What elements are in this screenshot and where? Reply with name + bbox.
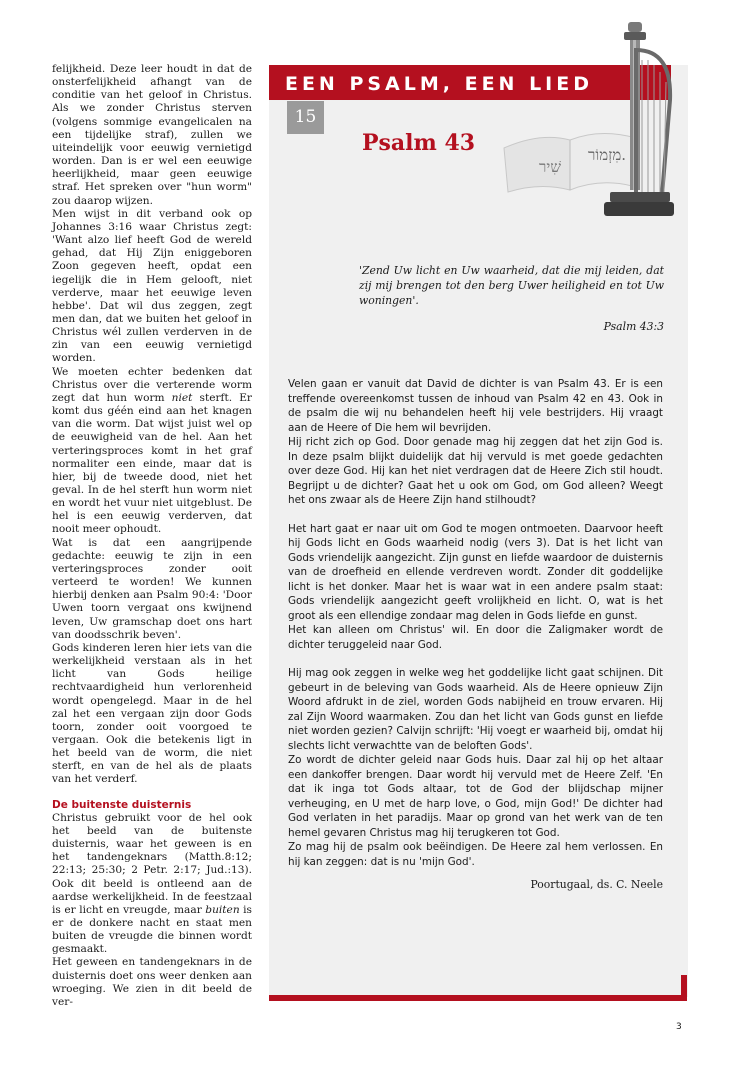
left-paragraph-6-maar: maar: [174, 903, 206, 916]
episode-number-badge: 15: [287, 101, 324, 134]
body-paragraph-2: Hij richt zich op God. Door genade mag hij zeggen dat het zijn God is. In deze psalm blijkt duidelijk dat hij vervuld is met goede gedachten over deze God. Hij kan het niet verdragen dat de Heere Zich stil houdt. Begrijpt u de dichter? Gaat het u ook om God, om God alleen? Weegt het ons zwaar als de Heere Zijn hand stilhoudt?: [288, 436, 663, 506]
corner-accent-horizontal: [269, 995, 687, 1001]
left-paragraph-3: [52, 366, 252, 537]
scripture-quote: [359, 263, 664, 308]
left-paragraph-3-start: We moeten echter bedenken dat Christus over die verterende worm zegt dat hun worm: [52, 365, 252, 404]
left-subheading: De buitenste duisternis: [52, 798, 192, 811]
psalm-title: Psalm 43: [362, 130, 476, 156]
quote-reference: Psalm 43:3: [603, 320, 664, 333]
banner-title: EEN PSALM, EEN LIED: [284, 73, 594, 95]
left-paragraph-6-start: Christus gebruikt voor de hel ook het beeld van de buitenste duisternis, waar het geween is en het tandengeknars (Matth.8:12; 22:13; 25:30; 2 Petr. 2:17; Jud.:13). Ook dit beeld is ontleend aan de aardse werkelijkheid. In de feestzaal is er licht en vreugde,: [52, 811, 252, 916]
left-paragraph-3-end: sterft. Er komt dus géén eind aan het knagen van die worm. Dat wijst juist wel op de eeuwigheid van de hel. Aan het verteringsproces komt in het graf normaliter een einde, maar dat is hier, bij de tweede dood, niet het geval. In de hel sterft hun worm niet en wordt het vuur niet uitgeblust. De hel is een eeuwig verderven, dat nooit meer ophoudt.: [52, 391, 252, 536]
hebrew-word-mizmor: מִזְמוֹר.: [588, 146, 626, 164]
left-paragraph-6-emphasis: buiten: [205, 903, 240, 916]
hebrew-word-shir: שִׁיר: [539, 158, 561, 176]
body-paragraph-7: Zo mag hij de psalm ook beëindigen. De Heere zal hem verlossen. En hij kan zeggen: dat is nu 'mijn God'.: [288, 841, 663, 868]
left-paragraph-6: [52, 812, 252, 957]
harp-icon: [600, 20, 675, 225]
body-paragraph-4: Het kan alleen om Christus' wil. En door die Zaligmaker wordt de dichter teruggeleid naar God.: [288, 624, 663, 651]
author-signature: Poortugaal, ds. C. Neele: [530, 878, 663, 891]
body-paragraph-3: Het hart gaat er naar uit om God te mogen ontmoeten. Daarvoor heeft hij Gods licht en Gods waarheid nodig (vers 3). Dat is het licht van Gods vriendelijk aangezicht. Zijn gunst en liefde waardoor de duisternis van de droefheid en ellende verdreven wordt. Zonder dit goddelijke licht is het donker. Maar het is waar wat in een andere psalm staat: Gods vriendelijk aangezicht geeft vrolijkheid en licht. O, wat is het groot als een ellendige zondaar mag delen in Gods liefde en gunst.: [288, 522, 663, 622]
meditation-body: [288, 377, 663, 869]
body-paragraph-5: Hij mag ook zeggen in welke weg het goddelijke licht gaat schijnen. Dit gebeurt in de beleving van Gods waarheid. Als de Heere opnieuw Zijn Woord afdrukt in de ziel, worden Gods nabijheid en trouw ervaren. Hij zal Zijn Woord waarmaken. Zou dan het licht van Gods gunst en liefde niet worden gezien? Calvijn schrijft: 'Hij voegt er waarheid bij, omdat hij slechts licht verwachtte van de beloften Gods'.: [288, 667, 663, 752]
body-paragraph-6: Zo wordt de dichter geleid naar Gods huis. Daar zal hij op het altaar een dankoffer brengen. Daar wordt hij vervuld met de Heere Zelf. 'En dat ik inga tot Gods altaar, tot de God der blijdschap mijner verheuging, en U met de harp love, o God, mijn God!' De dichter had God verlaten in het paradijs. Maar op grond van het werk van de ten hemel gevaren Christus mag hij terugkeren tot God.: [288, 754, 663, 839]
left-paragraph-7: Het geween en tandengeknars in de duisternis doet ons weer denken aan wroeging. We zien in dit beeld de ver-: [52, 956, 252, 1008]
left-paragraph-6-end: is er de donkere nacht en staat men buiten de vreugde die binnen wordt gesmaakt.: [52, 903, 252, 956]
left-paragraph-2: Men wijst in dit verband ook op Johannes 3:16 waar Christus zegt: 'Want alzo lief heeft God de wereld gehad, dat Hij Zijn eniggeboren Zoon gegeven heeft, opdat een iegelijk die in Hem gelooft, niet verderve, maar het eeuwige leven hebbe'. Dat wil dus zeggen, zegt men dan, dat we buiten het geloof in Christus wél zullen verderven in de zin van een eeuwig vernietigd worden.: [52, 207, 252, 365]
quote-text: 'Zend Uw licht en Uw waarheid, dat die mij leiden, dat zij mij brengen tot den berg Uwer heiligheid en tot Uw woningen'.: [359, 264, 664, 307]
left-paragraph-3-emphasis: niet: [171, 391, 193, 404]
left-paragraph-4: Wat is dat een aangrijpende gedachte: eeuwig te zijn in een verteringsproces zonder ooit verteerd te worden! We kunnen hierbij denken aan Psalm 90:4: 'Door Uwen toorn vergaat ons kwijnend leven, Uw gramschap doet ons hart van doodsschrik beven'.: [52, 536, 252, 641]
left-paragraph-5: Gods kinderen leren hier iets van die werkelijkheid verstaan als in het licht van Gods heilige rechtvaardigheid hun verlorenheid wordt opengelegd. Maar in de hel zal het een vergaan zijn door Gods toorn, zonder ooit voorgoed te vergaan. Ook die betekenis ligt in het beeld van de worm, die niet sterft, en van de hel als de plaats van het verderf.: [52, 641, 252, 786]
body-paragraph-1: Velen gaan er vanuit dat David de dichter is van Psalm 43. Er is een treffende overeenkomst tussen de inhoud van Psalm 42 en 43. Ook in de psalm die wij nu behandelen heeft hij vele bestrijders. Hij vraagt aan de Heere of Die hem wil bevrijden.: [288, 378, 663, 434]
left-column-article: [52, 63, 252, 1009]
left-paragraph-1: felijkheid. Deze leer houdt in dat de onsterfelijkheid afhangt van de conditie van het geloof in Christus. Als we zonder Christus sterven (volgens sommige evangelicalen na een tijdelijke straf), zullen we uiteindelijk voor eeuwig vernietigd worden. Dan is er wel een eeuwige heerlijkheid, maar geen eeuwige straf. Het spreken over "hun worm" zou daarop wijzen.: [52, 63, 252, 207]
page-number: 3: [676, 1022, 682, 1032]
